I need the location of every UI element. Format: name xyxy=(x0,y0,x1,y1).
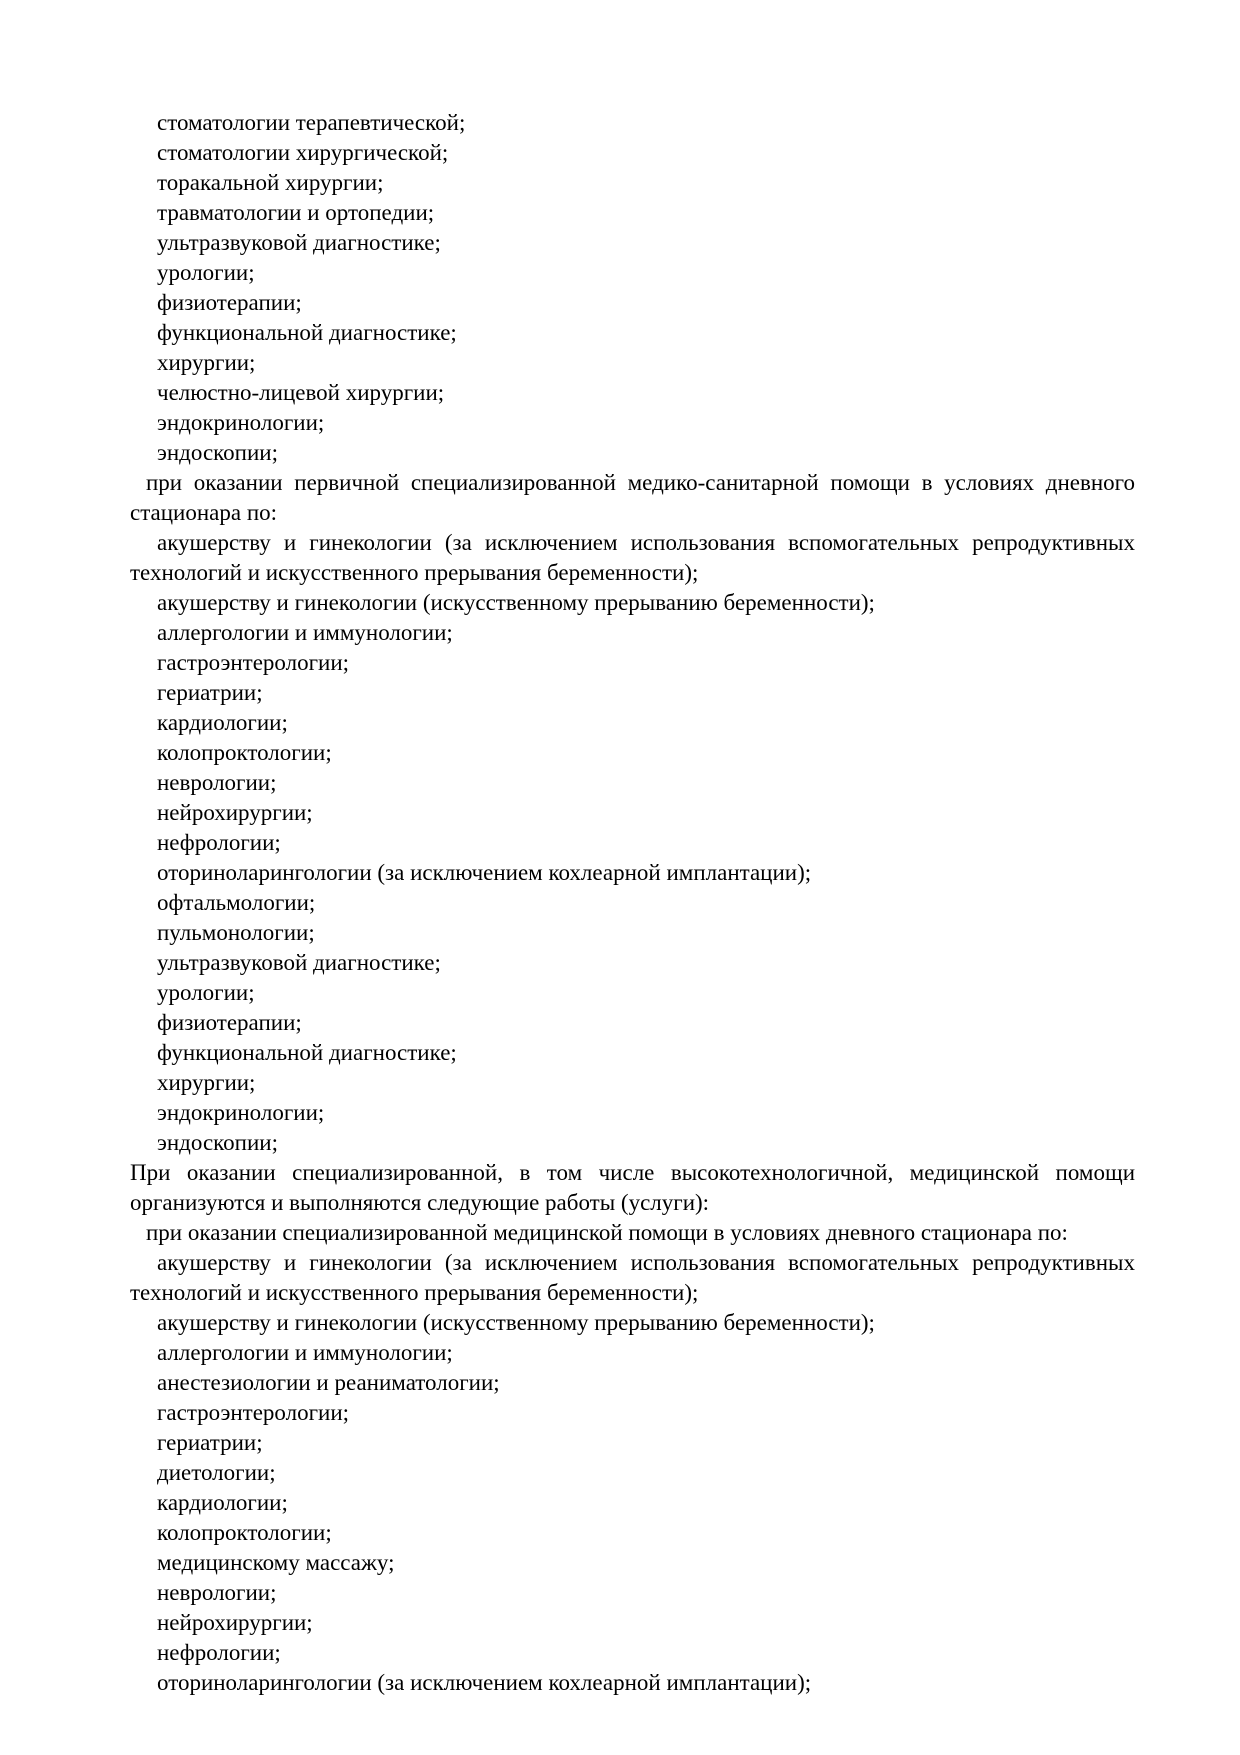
text-line: акушерству и гинекологии (за исключением использования вспомогательных репродуктивных технологий и искусственного прерывания беременности); xyxy=(130,1250,1135,1305)
text-line: оториноларингологии (за исключением кохлеарной имплантации); xyxy=(157,1670,812,1695)
text-line: акушерству и гинекологии (за исключением использования вспомогательных репродуктивных технологий и искусственного прерывания беременности); xyxy=(130,530,1135,585)
text-line: нефрологии; xyxy=(157,830,281,855)
text-line: челюстно-лицевой хирургии; xyxy=(157,380,445,405)
text-line: медицинскому массажу; xyxy=(157,1550,395,1575)
text-line: кардиологии; xyxy=(157,1490,288,1515)
text-line: гериатрии; xyxy=(157,680,263,705)
text-line: хирургии; xyxy=(157,350,256,375)
text-line: гастроэнтерологии; xyxy=(157,1400,350,1425)
text-line: эндоскопии; xyxy=(157,1130,278,1155)
text-line: эндокринологии; xyxy=(157,410,325,435)
text-line: хирургии; xyxy=(157,1070,256,1095)
text-line: торакальной хирургии; xyxy=(157,170,384,195)
text-line: эндокринологии; xyxy=(157,1100,325,1125)
text-line: гериатрии; xyxy=(157,1430,263,1455)
text-line: офтальмологии; xyxy=(157,890,316,915)
text-line: стоматологии хирургической; xyxy=(157,140,449,165)
text-line: травматологии и ортопедии; xyxy=(157,200,435,225)
text-line: эндоскопии; xyxy=(157,440,278,465)
text-line: неврологии; xyxy=(157,770,277,795)
text-line: ультразвуковой диагностике; xyxy=(157,230,441,255)
text-line: гастроэнтерологии; xyxy=(157,650,350,675)
text-line: нейрохирургии; xyxy=(157,800,313,825)
text-line: анестезиологии и реаниматологии; xyxy=(157,1370,500,1395)
text-line: урологии; xyxy=(157,980,255,1005)
text-line: урологии; xyxy=(157,260,255,285)
text-line: физиотерапии; xyxy=(157,290,302,315)
text-line: нейрохирургии; xyxy=(157,1610,313,1635)
text-line: при оказании специализированной медицинской помощи в условиях дневного стационара по: xyxy=(146,1220,1068,1245)
text-line: физиотерапии; xyxy=(157,1010,302,1035)
text-line: при оказании первичной специализированной медико-санитарной помощи в условиях дневного стационара по: xyxy=(130,470,1135,525)
text-line: аллергологии и иммунологии; xyxy=(157,620,453,645)
text-line: акушерству и гинекологии (искусственному прерыванию беременности); xyxy=(157,1310,875,1335)
text-line: стоматологии терапевтической; xyxy=(157,110,466,135)
text-line: диетологии; xyxy=(157,1460,276,1485)
text-line: неврологии; xyxy=(157,1580,277,1605)
text-line: акушерству и гинекологии (искусственному прерыванию беременности); xyxy=(157,590,875,615)
text-line: нефрологии; xyxy=(157,1640,281,1665)
text-line: функциональной диагностике; xyxy=(157,1040,457,1065)
text-line: колопроктологии; xyxy=(157,740,332,765)
text-line: функциональной диагностике; xyxy=(157,320,457,345)
text-line: ультразвуковой диагностике; xyxy=(157,950,441,975)
text-line: пульмонологии; xyxy=(157,920,315,945)
text-line: При оказании специализированной, в том числе высокотехнологичной, медицинской помощи организуются и выполняются следующие работы (услуги): xyxy=(130,1160,1135,1215)
text-line: аллергологии и иммунологии; xyxy=(157,1340,453,1365)
text-line: оториноларингологии (за исключением кохлеарной имплантации); xyxy=(157,860,812,885)
text-line: колопроктологии; xyxy=(157,1520,332,1545)
text-line: кардиологии; xyxy=(157,710,288,735)
